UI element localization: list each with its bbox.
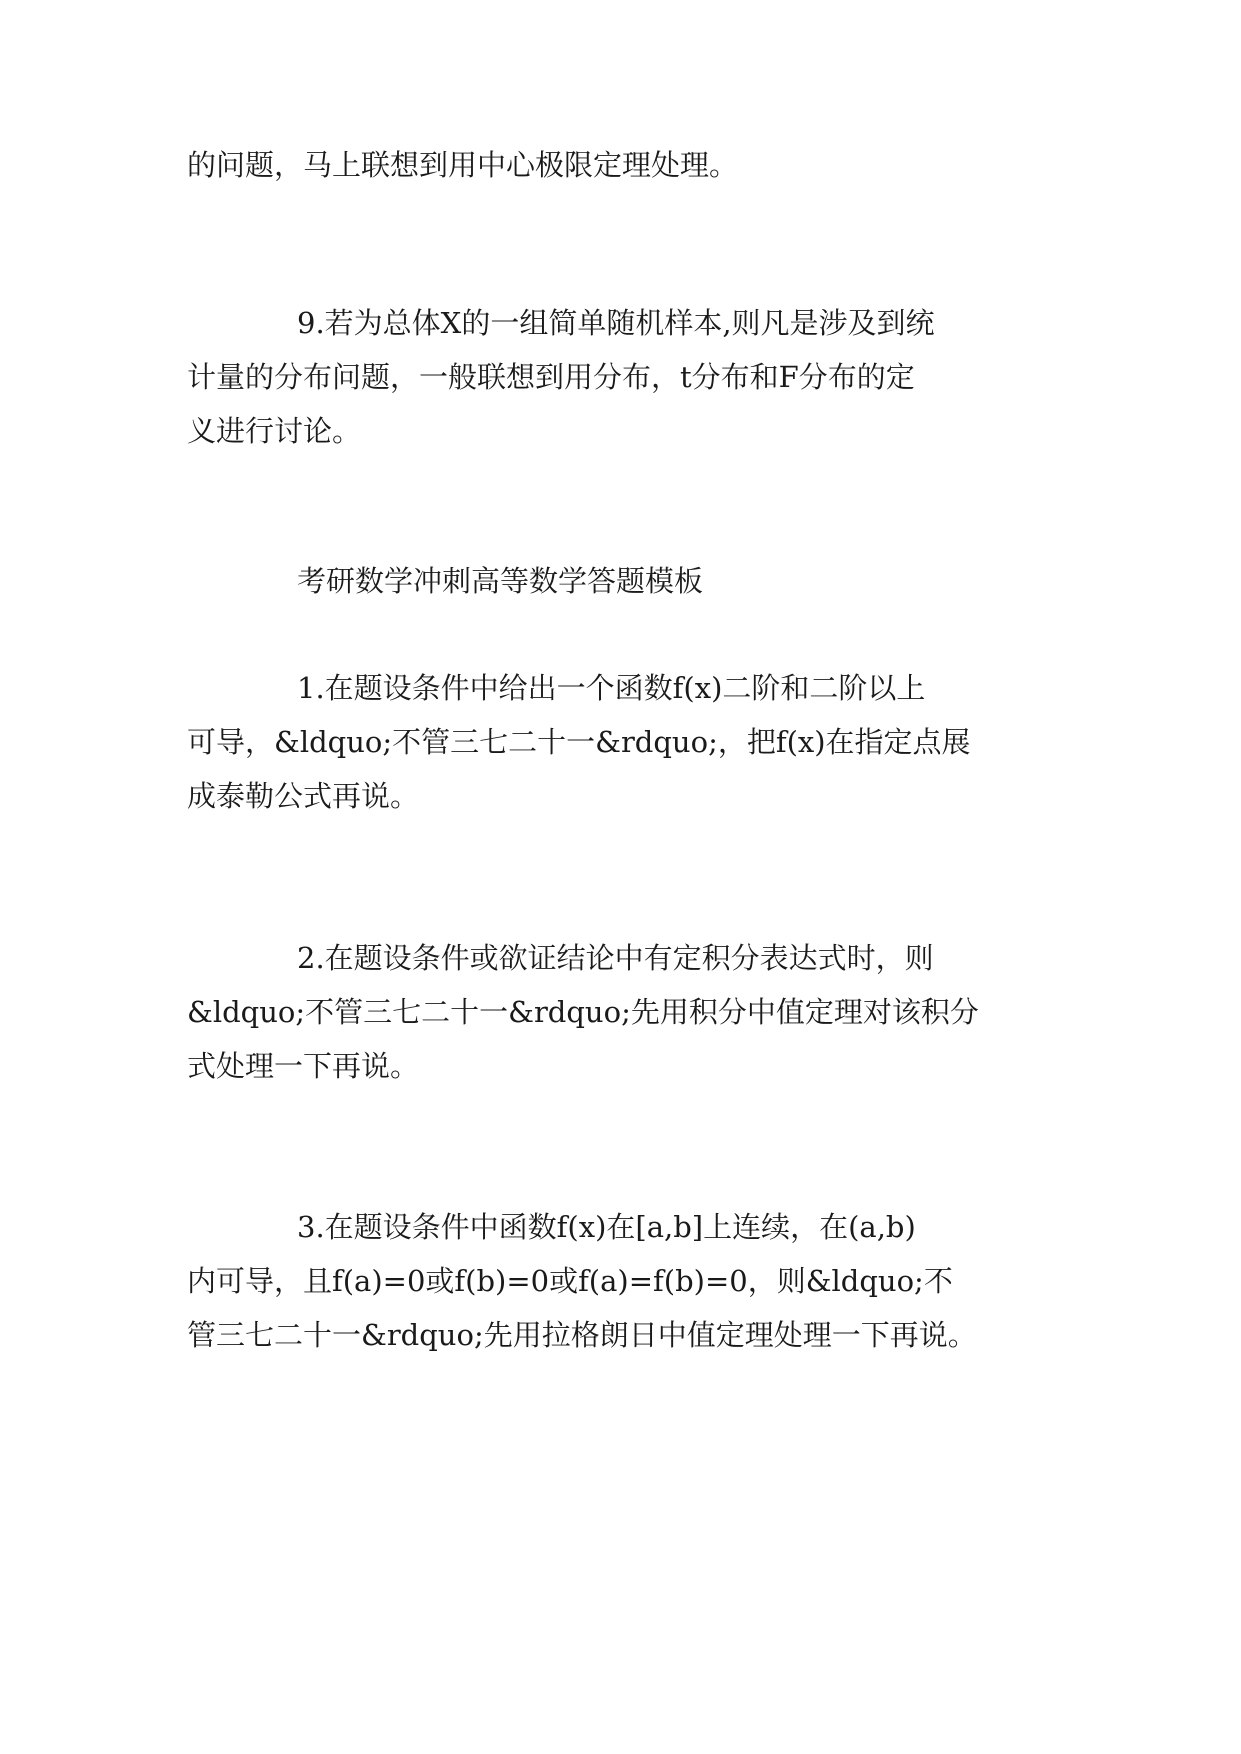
paragraph-continuation bbox=[0, 143, 1241, 187]
text-line: &ldquo;不管三七二十一&rdquo;先用积分中值定理对该积分 bbox=[187, 995, 979, 1029]
section-title-text: 考研数学冲刺高等数学答题模板 bbox=[297, 564, 704, 598]
paragraph-item-9-line-3 bbox=[0, 409, 1241, 453]
paragraph-item-2-line-2 bbox=[0, 990, 1241, 1034]
text-line: 管三七二十一&rdquo;先用拉格朗日中值定理处理一下再说。 bbox=[187, 1318, 977, 1352]
paragraph-item-2-line-1 bbox=[0, 936, 1241, 980]
text-line: 计量的分布问题，一般联想到用分布，t分布和F分布的定 bbox=[187, 360, 915, 394]
text-line: 义进行讨论。 bbox=[187, 414, 362, 448]
paragraph-item-3-line-1 bbox=[0, 1205, 1241, 1249]
text-line: 成泰勒公式再说。 bbox=[187, 779, 420, 813]
paragraph-item-9-line-2 bbox=[0, 355, 1241, 399]
section-title bbox=[0, 559, 1241, 603]
text-line: 2.在题设条件或欲证结论中有定积分表达式时，则 bbox=[297, 941, 934, 975]
text-line: 9.若为总体X的一组简单随机样本,则凡是涉及到统 bbox=[297, 306, 935, 340]
text-line: 式处理一下再说。 bbox=[187, 1049, 420, 1083]
text-line: 1.在题设条件中给出一个函数f(x)二阶和二阶以上 bbox=[297, 671, 926, 705]
paragraph-item-1-line-1 bbox=[0, 666, 1241, 710]
text-line: 内可导，且f(a)=0或f(b)=0或f(a)=f(b)=0，则&ldquo;不 bbox=[187, 1264, 953, 1298]
paragraph-item-1-line-2 bbox=[0, 720, 1241, 764]
paragraph-item-3-line-3 bbox=[0, 1313, 1241, 1357]
text-line: 可导，&ldquo;不管三七二十一&rdquo;，把f(x)在指定点展 bbox=[187, 725, 971, 759]
paragraph-item-2-line-3 bbox=[0, 1044, 1241, 1088]
paragraph-item-1-line-3 bbox=[0, 774, 1241, 818]
paragraph-item-3-line-2 bbox=[0, 1259, 1241, 1303]
text-line: 的问题，马上联想到用中心极限定理处理。 bbox=[187, 148, 739, 182]
text-line: 3.在题设条件中函数f(x)在[a,b]上连续，在(a,b) bbox=[297, 1210, 916, 1244]
paragraph-item-9-line-1 bbox=[0, 301, 1241, 345]
